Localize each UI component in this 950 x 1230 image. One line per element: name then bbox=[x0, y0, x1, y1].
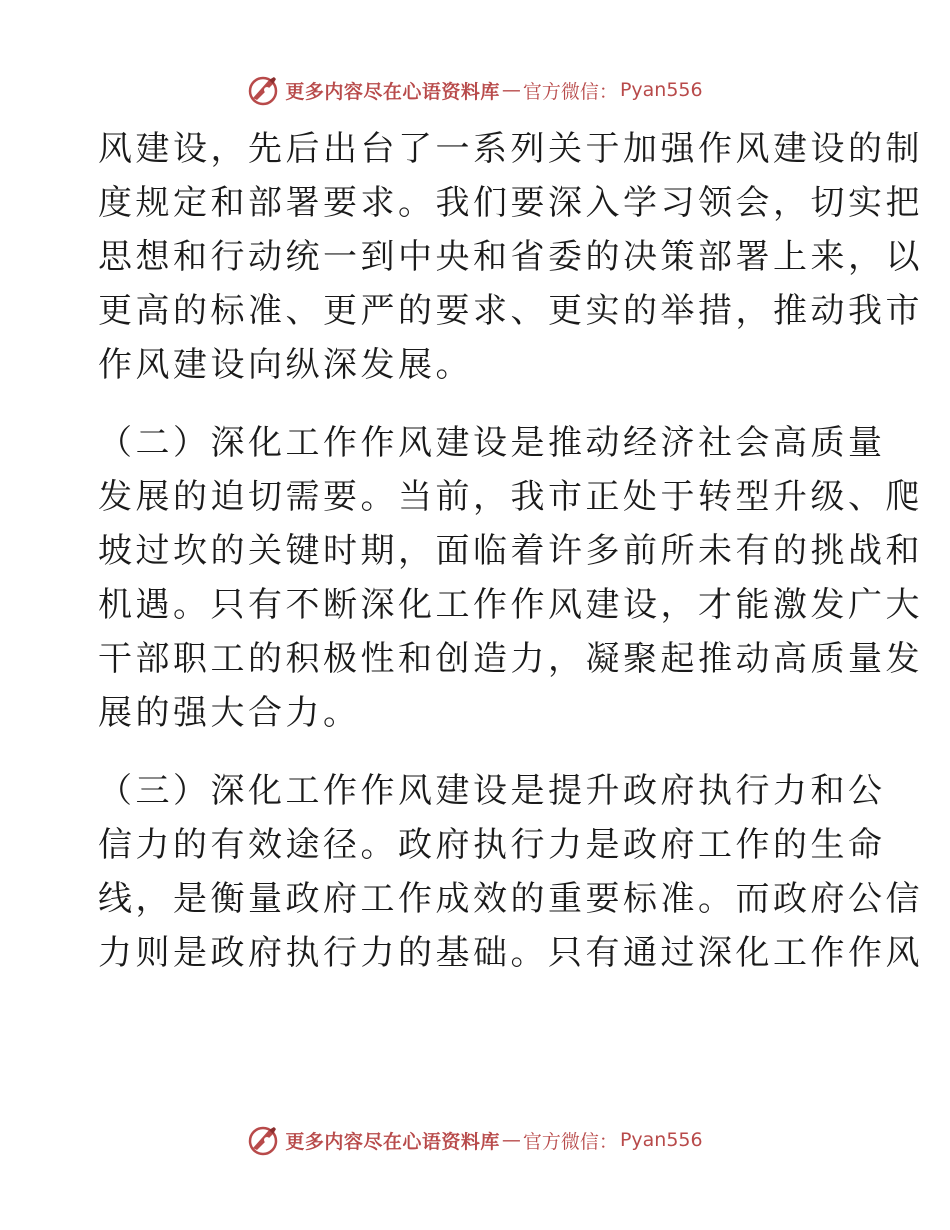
watermark-official-label: 官方微信： bbox=[522, 1130, 618, 1153]
watermark-official-label: 官方微信： bbox=[522, 80, 618, 103]
paragraph bbox=[98, 122, 923, 392]
paragraph-gap bbox=[98, 740, 858, 764]
paragraph-gap bbox=[98, 392, 858, 416]
text-line: 信力的有效途径。政府执行力是政府工作的生命 bbox=[98, 825, 886, 865]
watermark-separator: — bbox=[501, 79, 521, 101]
document-body bbox=[98, 122, 923, 980]
text-line: 思想和行动统一到中央和省委的决策部署上来，以 bbox=[98, 237, 923, 277]
text-line: 更高的标准、更严的要求、更实的举措，推动我市 bbox=[98, 291, 923, 331]
text-line: 作风建设向纵深发展。 bbox=[98, 345, 473, 385]
watermark-brand: 更多内容尽在心语资料库 bbox=[285, 1130, 500, 1153]
header-watermark bbox=[0, 70, 950, 110]
watermark-separator: — bbox=[501, 1129, 521, 1151]
watermark-handle: Pyan556 bbox=[619, 1129, 703, 1151]
text-line: 风建设，先后出台了一系列关于加强作风建设的制 bbox=[98, 129, 923, 169]
text-line: （二）深化工作作风建设是推动经济社会高质量 bbox=[98, 423, 886, 463]
quill-pen-logo-icon bbox=[247, 74, 279, 106]
paragraph bbox=[98, 764, 923, 980]
text-line: 机遇。只有不断深化工作作风建设，才能激发广大 bbox=[98, 585, 923, 625]
watermark-handle: Pyan556 bbox=[619, 79, 703, 101]
footer-watermark bbox=[0, 1120, 950, 1160]
text-line: 展的强大合力。 bbox=[98, 693, 361, 733]
text-line: （三）深化工作作风建设是提升政府执行力和公 bbox=[98, 771, 886, 811]
text-line: 度规定和部署要求。我们要深入学习领会，切实把 bbox=[98, 183, 923, 223]
watermark-brand: 更多内容尽在心语资料库 bbox=[285, 80, 500, 103]
text-line: 干部职工的积极性和创造力，凝聚起推动高质量发 bbox=[98, 639, 923, 679]
text-line: 力则是政府执行力的基础。只有通过深化工作作风 bbox=[98, 933, 923, 973]
text-line: 发展的迫切需要。当前，我市正处于转型升级、爬 bbox=[98, 477, 923, 517]
paragraph bbox=[98, 416, 923, 740]
quill-pen-logo-icon bbox=[247, 1124, 279, 1156]
text-line: 线，是衡量政府工作成效的重要标准。而政府公信 bbox=[98, 879, 923, 919]
text-line: 坡过坎的关键时期，面临着许多前所未有的挑战和 bbox=[98, 531, 923, 571]
